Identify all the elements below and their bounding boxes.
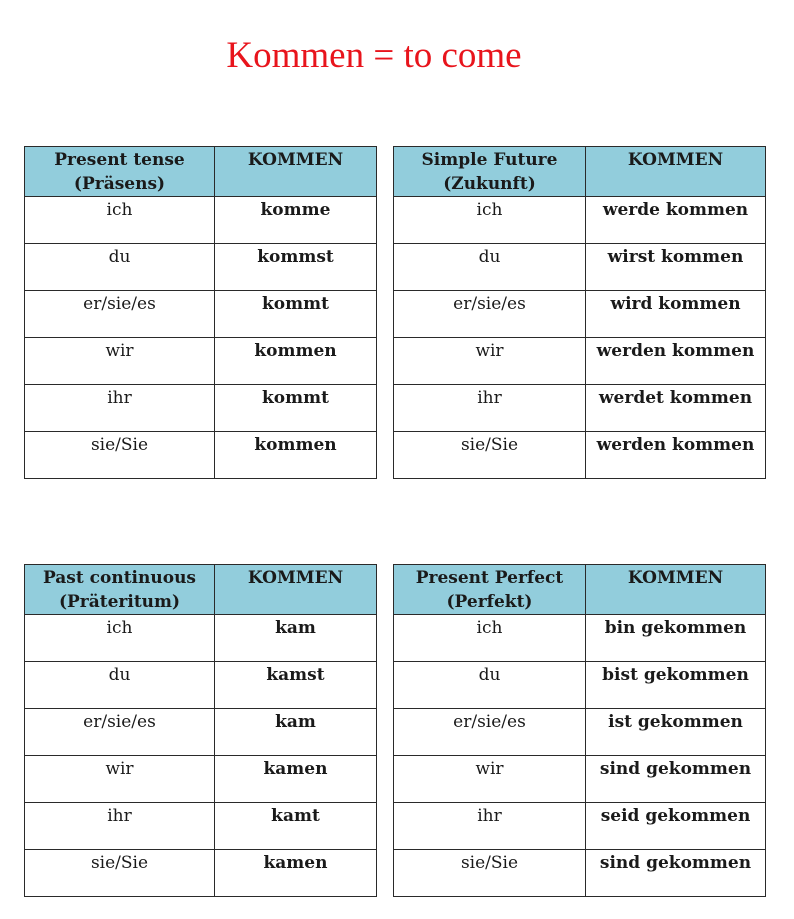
table-row (25, 244, 377, 291)
verb-form-cell: sind gekommen (586, 756, 766, 803)
table-row (25, 197, 377, 244)
tense-name: Past continuous (42, 568, 197, 588)
pronoun-cell: sie/Sie (394, 850, 586, 897)
verb-form-cell: werdet kommen (586, 385, 766, 432)
table-row (394, 244, 766, 291)
tense-name: Simple Future (421, 150, 558, 170)
table-row (25, 338, 377, 385)
table-header-row (25, 147, 377, 197)
tense-german-name: (Präsens) (73, 174, 166, 194)
pronoun-cell: ich (25, 197, 215, 244)
pronoun-cell: er/sie/es (25, 291, 215, 338)
verb-form-cell: komme (215, 197, 377, 244)
pronoun-cell: wir (394, 756, 586, 803)
verb-form-cell: seid gekommen (586, 803, 766, 850)
table-row (394, 338, 766, 385)
table-row (25, 615, 377, 662)
tense-header (394, 565, 586, 615)
pronoun-cell: sie/Sie (25, 850, 215, 897)
pronoun-cell: ich (25, 615, 215, 662)
verb-form-cell: kommst (215, 244, 377, 291)
verb-form-cell: werden kommen (586, 338, 766, 385)
pronoun-cell: ich (394, 615, 586, 662)
tense-header (394, 147, 586, 197)
tense-name: Present Perfect (415, 568, 564, 588)
table-row (394, 756, 766, 803)
table-row (394, 662, 766, 709)
table-row (394, 615, 766, 662)
pronoun-cell: ihr (25, 385, 215, 432)
table-row (25, 756, 377, 803)
past-continuous-table (24, 564, 377, 897)
verb-form-cell: wirst kommen (586, 244, 766, 291)
verb-header: KOMMEN (586, 565, 766, 615)
verb-form-cell: ist gekommen (586, 709, 766, 756)
pronoun-cell: du (394, 662, 586, 709)
verb-form-cell: kommt (215, 385, 377, 432)
verb-form-cell: kamt (215, 803, 377, 850)
table-row (394, 850, 766, 897)
verb-form-cell: kamen (215, 756, 377, 803)
pronoun-cell: du (394, 244, 586, 291)
simple-future-table (393, 146, 766, 479)
tense-name: Present tense (54, 150, 185, 170)
verb-form-cell: bist gekommen (586, 662, 766, 709)
pronoun-cell: du (25, 662, 215, 709)
tense-german-name: (Präteritum) (58, 592, 181, 612)
table-row (25, 385, 377, 432)
pronoun-cell: du (25, 244, 215, 291)
table-header-row (25, 565, 377, 615)
verb-form-cell: kamen (215, 850, 377, 897)
page-title: Kommen = to come (226, 35, 522, 76)
table-row (394, 197, 766, 244)
pronoun-cell: wir (25, 338, 215, 385)
pronoun-cell: ich (394, 197, 586, 244)
verb-form-cell: kommen (215, 432, 377, 479)
pronoun-cell: ihr (394, 385, 586, 432)
table-row (25, 662, 377, 709)
verb-form-cell: werde kommen (586, 197, 766, 244)
table-row (394, 803, 766, 850)
tense-header (25, 565, 215, 615)
table-row (394, 291, 766, 338)
pronoun-cell: ihr (394, 803, 586, 850)
verb-form-cell: kam (215, 709, 377, 756)
table-row (25, 803, 377, 850)
pronoun-cell: wir (394, 338, 586, 385)
verb-form-cell: bin gekommen (586, 615, 766, 662)
table-row (394, 385, 766, 432)
verb-header: KOMMEN (215, 565, 377, 615)
table-row (25, 291, 377, 338)
pronoun-cell: er/sie/es (394, 291, 586, 338)
tense-header (25, 147, 215, 197)
verb-form-cell: werden kommen (586, 432, 766, 479)
pronoun-cell: ihr (25, 803, 215, 850)
present-perfect-table (393, 564, 766, 897)
tense-german-name: (Zukunft) (443, 174, 536, 194)
present-tense-table (24, 146, 377, 479)
table-header-row (394, 565, 766, 615)
pronoun-cell: er/sie/es (394, 709, 586, 756)
table-header-row (394, 147, 766, 197)
tense-german-name: (Perfekt) (446, 592, 533, 612)
pronoun-cell: wir (25, 756, 215, 803)
verb-form-cell: sind gekommen (586, 850, 766, 897)
table-row (25, 850, 377, 897)
table-row (394, 432, 766, 479)
pronoun-cell: er/sie/es (25, 709, 215, 756)
pronoun-cell: sie/Sie (25, 432, 215, 479)
verb-form-cell: kam (215, 615, 377, 662)
verb-form-cell: kamst (215, 662, 377, 709)
verb-header: KOMMEN (586, 147, 766, 197)
table-row (25, 709, 377, 756)
verb-form-cell: wird kommen (586, 291, 766, 338)
verb-form-cell: kommen (215, 338, 377, 385)
verb-form-cell: kommt (215, 291, 377, 338)
table-row (25, 432, 377, 479)
table-row (394, 709, 766, 756)
pronoun-cell: sie/Sie (394, 432, 586, 479)
verb-header: KOMMEN (215, 147, 377, 197)
